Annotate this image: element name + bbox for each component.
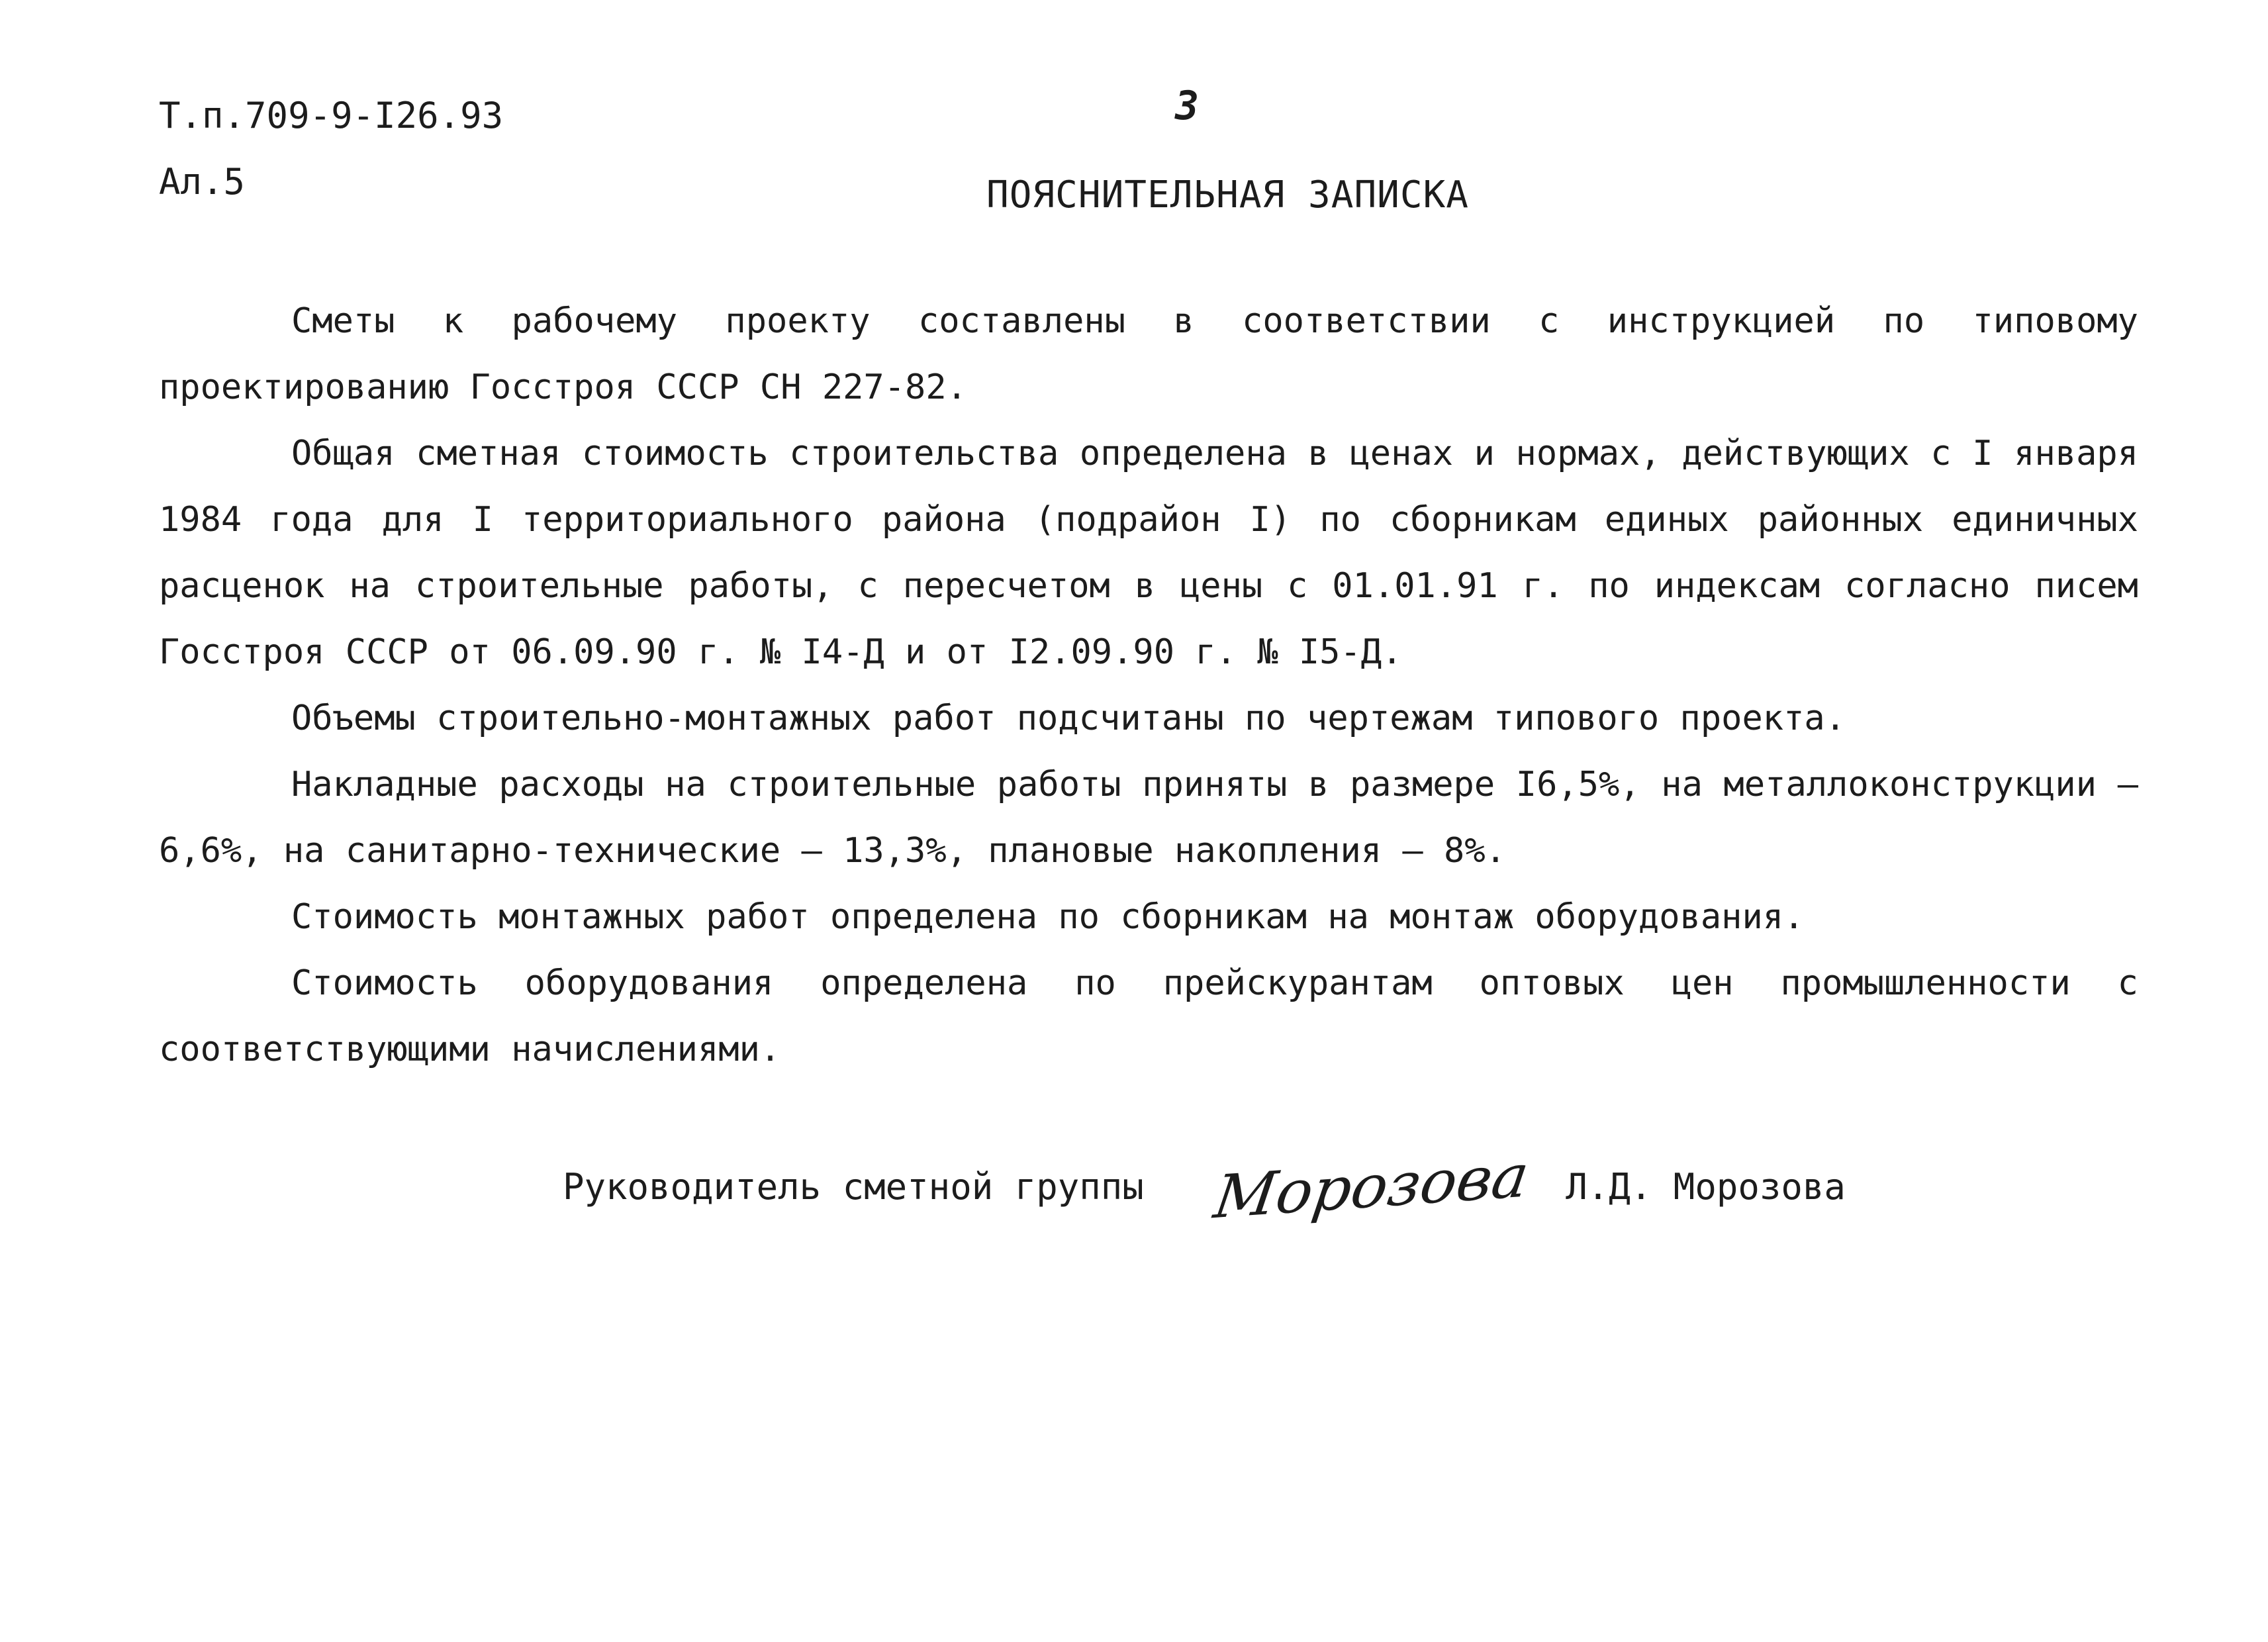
handwritten-signature: Морозова bbox=[1209, 1141, 1533, 1233]
paragraph: Стоимость оборудования определена по прейскурантам оптовых цен промышленности с соответствующими начислениями. bbox=[159, 963, 2138, 1069]
paragraph: Стоимость монтажных работ определена по сборникам на монтаж оборудования. bbox=[291, 897, 1805, 937]
paragraph: Объемы строительно-монтажных работ подсчитаны по чертежам типового проекта. bbox=[291, 699, 1846, 738]
header-left bbox=[159, 83, 503, 215]
body-text bbox=[159, 288, 2138, 1083]
paragraph: Накладные расходы на строительные работы приняты в размере I6,5%, на металлоконструкции – 6,6%, на санитарно-технические – 13,3%, плановые накопления – 8%. bbox=[159, 765, 2138, 871]
paragraph: Сметы к рабочему проекту составлены в соответствии с инструкцией по типовому проектированию Госстроя СССР СН 227-82. bbox=[159, 301, 2138, 407]
signature-block bbox=[563, 1141, 1846, 1233]
album-number: Ал.5 bbox=[159, 161, 246, 203]
paragraph: Общая сметная стоимость строительства определена в ценах и нормах, действующих с I января 1984 года для I территориального района (подрайон I) по сборникам единых районных единичных расценок на строительные работы, с пересчетом в цены с 01.01.91 г. по индексам согласно писем Госстроя СССР от 06.09.90 г. № I4-Д и от I2.09.90 г. № I5-Д. bbox=[159, 434, 2138, 672]
signatory-name: Л.Д. Морозова bbox=[1566, 1166, 1846, 1208]
doc-code: Т.п.709-9-I26.93 bbox=[159, 95, 504, 136]
signature-label: Руководитель сметной группы bbox=[563, 1166, 1144, 1208]
page-number: 3 bbox=[1175, 83, 1200, 129]
document-title: ПОЯСНИТЕЛЬНАЯ ЗАПИСКА bbox=[986, 173, 1470, 217]
